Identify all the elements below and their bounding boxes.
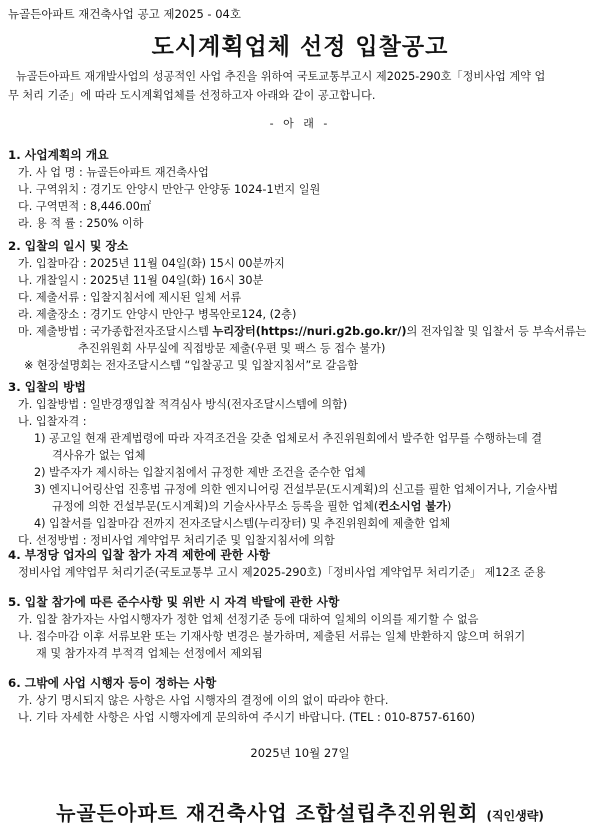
method-text: 마. 제출방법 : 국가종합전자조달시스템: [18, 325, 213, 338]
sub-item-continuation: 격사유가 없는 업체: [52, 449, 146, 462]
list-item-continuation: 추진위원회 사무실에 직접방문 제출(우편 및 팩스 등 접수 불가): [78, 342, 386, 355]
section-title: 5. 입찰 참가에 따른 준수사항 및 위반 시 자격 박탈에 관한 사항: [8, 595, 340, 609]
list-item: 라. 제출장소 : 경기도 안양시 만안구 병목안로124, (2층): [18, 308, 297, 321]
list-item: 가. 입찰 참가자는 사업시행자가 정한 업체 선정기준 등에 대하여 일체의 이의를 제기할 수 없음: [18, 613, 479, 626]
document-number: 뉴골든아파트 재건축사업 공고 제2025 - 04호: [8, 7, 241, 21]
sub-item: 1) 공고일 현재 관계법령에 따라 자격조건을 갖춘 업체로서 추진위원회에서 발주한 업무를 수행하는데 결: [34, 432, 543, 445]
list-item: 나. 기타 자세한 사항은 사업 시행자에게 문의하여 주시기 바랍니다. (TEL : 010-8757-6160): [18, 711, 476, 724]
list-item: 다. 제출서류 : 입찰지침서에 제시된 일체 서류: [18, 291, 242, 304]
seal-omitted-note: (직인생략): [486, 809, 544, 823]
list-item: 다. 구역면적 : 8,446.00㎡: [18, 200, 152, 213]
list-item: 나. 입찰자격 :: [18, 415, 87, 428]
sub-heading: - 아 래 -: [269, 117, 331, 130]
notice-date: 2025년 10월 27일: [250, 746, 350, 760]
intro-line-2: 무 처리 기준」에 따라 도시계획업체를 선정하고자 아래와 같이 공고합니다.: [8, 89, 376, 102]
sub-item: 2) 발주자가 제시하는 입찰지침에서 규정한 제반 조건을 준수한 업체: [34, 466, 366, 479]
list-item-submission-method: [8, 323, 592, 340]
section-business-overview: [8, 146, 592, 232]
section-other-matters: [8, 674, 592, 726]
section-title: 4. 부정당 업자의 입찰 참가 자격 제한에 관한 사항: [8, 548, 271, 562]
section-title: 6. 그밖에 사업 시행자 등이 정하는 사항: [8, 676, 217, 690]
list-item: 가. 입찰방법 : 일반경쟁입찰 적격심사 방식(전자조달시스템에 의함): [18, 398, 348, 411]
note: ※ 현장설명회는 전자조달시스템 “입찰공고 및 입찰지침서”로 갈음함: [24, 359, 359, 372]
section-title: 1. 사업계획의 개요: [8, 148, 109, 162]
list-item-continuation: 재 및 참가자격 부적격 업체는 선정에서 제외됨: [36, 647, 263, 660]
intro-paragraph: [8, 67, 592, 105]
list-item: 다. 선정방법 : 정비사업 계약업무 처리기준 및 입찰지침서에 의함: [18, 534, 335, 547]
sub-item: 3) 엔지니어링산업 진흥법 규정에 의한 엔지니어링 건설부문(도시계획)의 신고를 필한 업체이거나, 기술사법: [34, 483, 559, 496]
issuer-signature: [0, 797, 600, 826]
section-title: 3. 입찰의 방법: [8, 380, 86, 394]
nuri-link[interactable]: 누리장터(https://nuri.g2b.go.kr/): [212, 325, 407, 338]
issuer-name: 뉴골든아파트 재건축사업 조합설립추진위원회: [56, 801, 479, 825]
page-title: 도시계획업체 선정 입찰공고: [151, 34, 449, 60]
sub-text-bold: 컨소시엄 불가: [378, 500, 447, 513]
sub-item: 4) 입찰서를 입찰마감 전까지 전자조달시스템(누리장터) 및 추진위원회에 제출한 업체: [34, 517, 451, 530]
list-item: 가. 입찰마감 : 2025년 11월 04일(화) 15시 00분까지: [18, 257, 285, 270]
method-text: 의 전자입찰 및 입찰서 등 부속서류는: [406, 325, 587, 338]
list-item: 나. 접수마감 이후 서류보완 또는 기재사항 변경은 불가하며, 제출된 서류는 일체 반환하지 않으며 허위기: [18, 630, 526, 643]
sub-item-continuation: [8, 498, 592, 515]
section-disqualification: [8, 546, 592, 581]
section-bid-method: [8, 378, 592, 549]
intro-line-1: 뉴골든아파트 재개발사업의 성공적인 사업 추진을 위하여 국토교통부고시 제2025-290호「정비사업 계약 업: [16, 70, 546, 83]
section-bid-schedule: [8, 237, 592, 374]
list-item: 가. 사 업 명 : 뉴골든아파트 재건축사업: [18, 166, 209, 179]
sub-text: ): [446, 500, 452, 513]
section-compliance: [8, 593, 592, 662]
list-item: 가. 상기 명시되지 않은 사항은 사업 시행자의 결정에 이의 없이 따라야 한다.: [18, 694, 389, 707]
list-item: 정비사업 계약업무 처리기준(국토교통부 고시 제2025-290호)「정비사업 계약업무 처리기준」 제12조 준용: [18, 566, 546, 579]
list-item: 나. 구역위치 : 경기도 안양시 만안구 안양동 1024-1번지 일원: [18, 183, 321, 196]
list-item: 라. 용 적 률 : 250% 이하: [18, 217, 144, 230]
section-title: 2. 입찰의 일시 및 장소: [8, 239, 129, 253]
list-item: 나. 개찰일시 : 2025년 11월 04일(화) 16시 30분: [18, 274, 264, 287]
sub-text: 규정에 의한 건설부문(도시계획)의 기술사사무소 등록을 필한 업체(: [52, 500, 379, 513]
